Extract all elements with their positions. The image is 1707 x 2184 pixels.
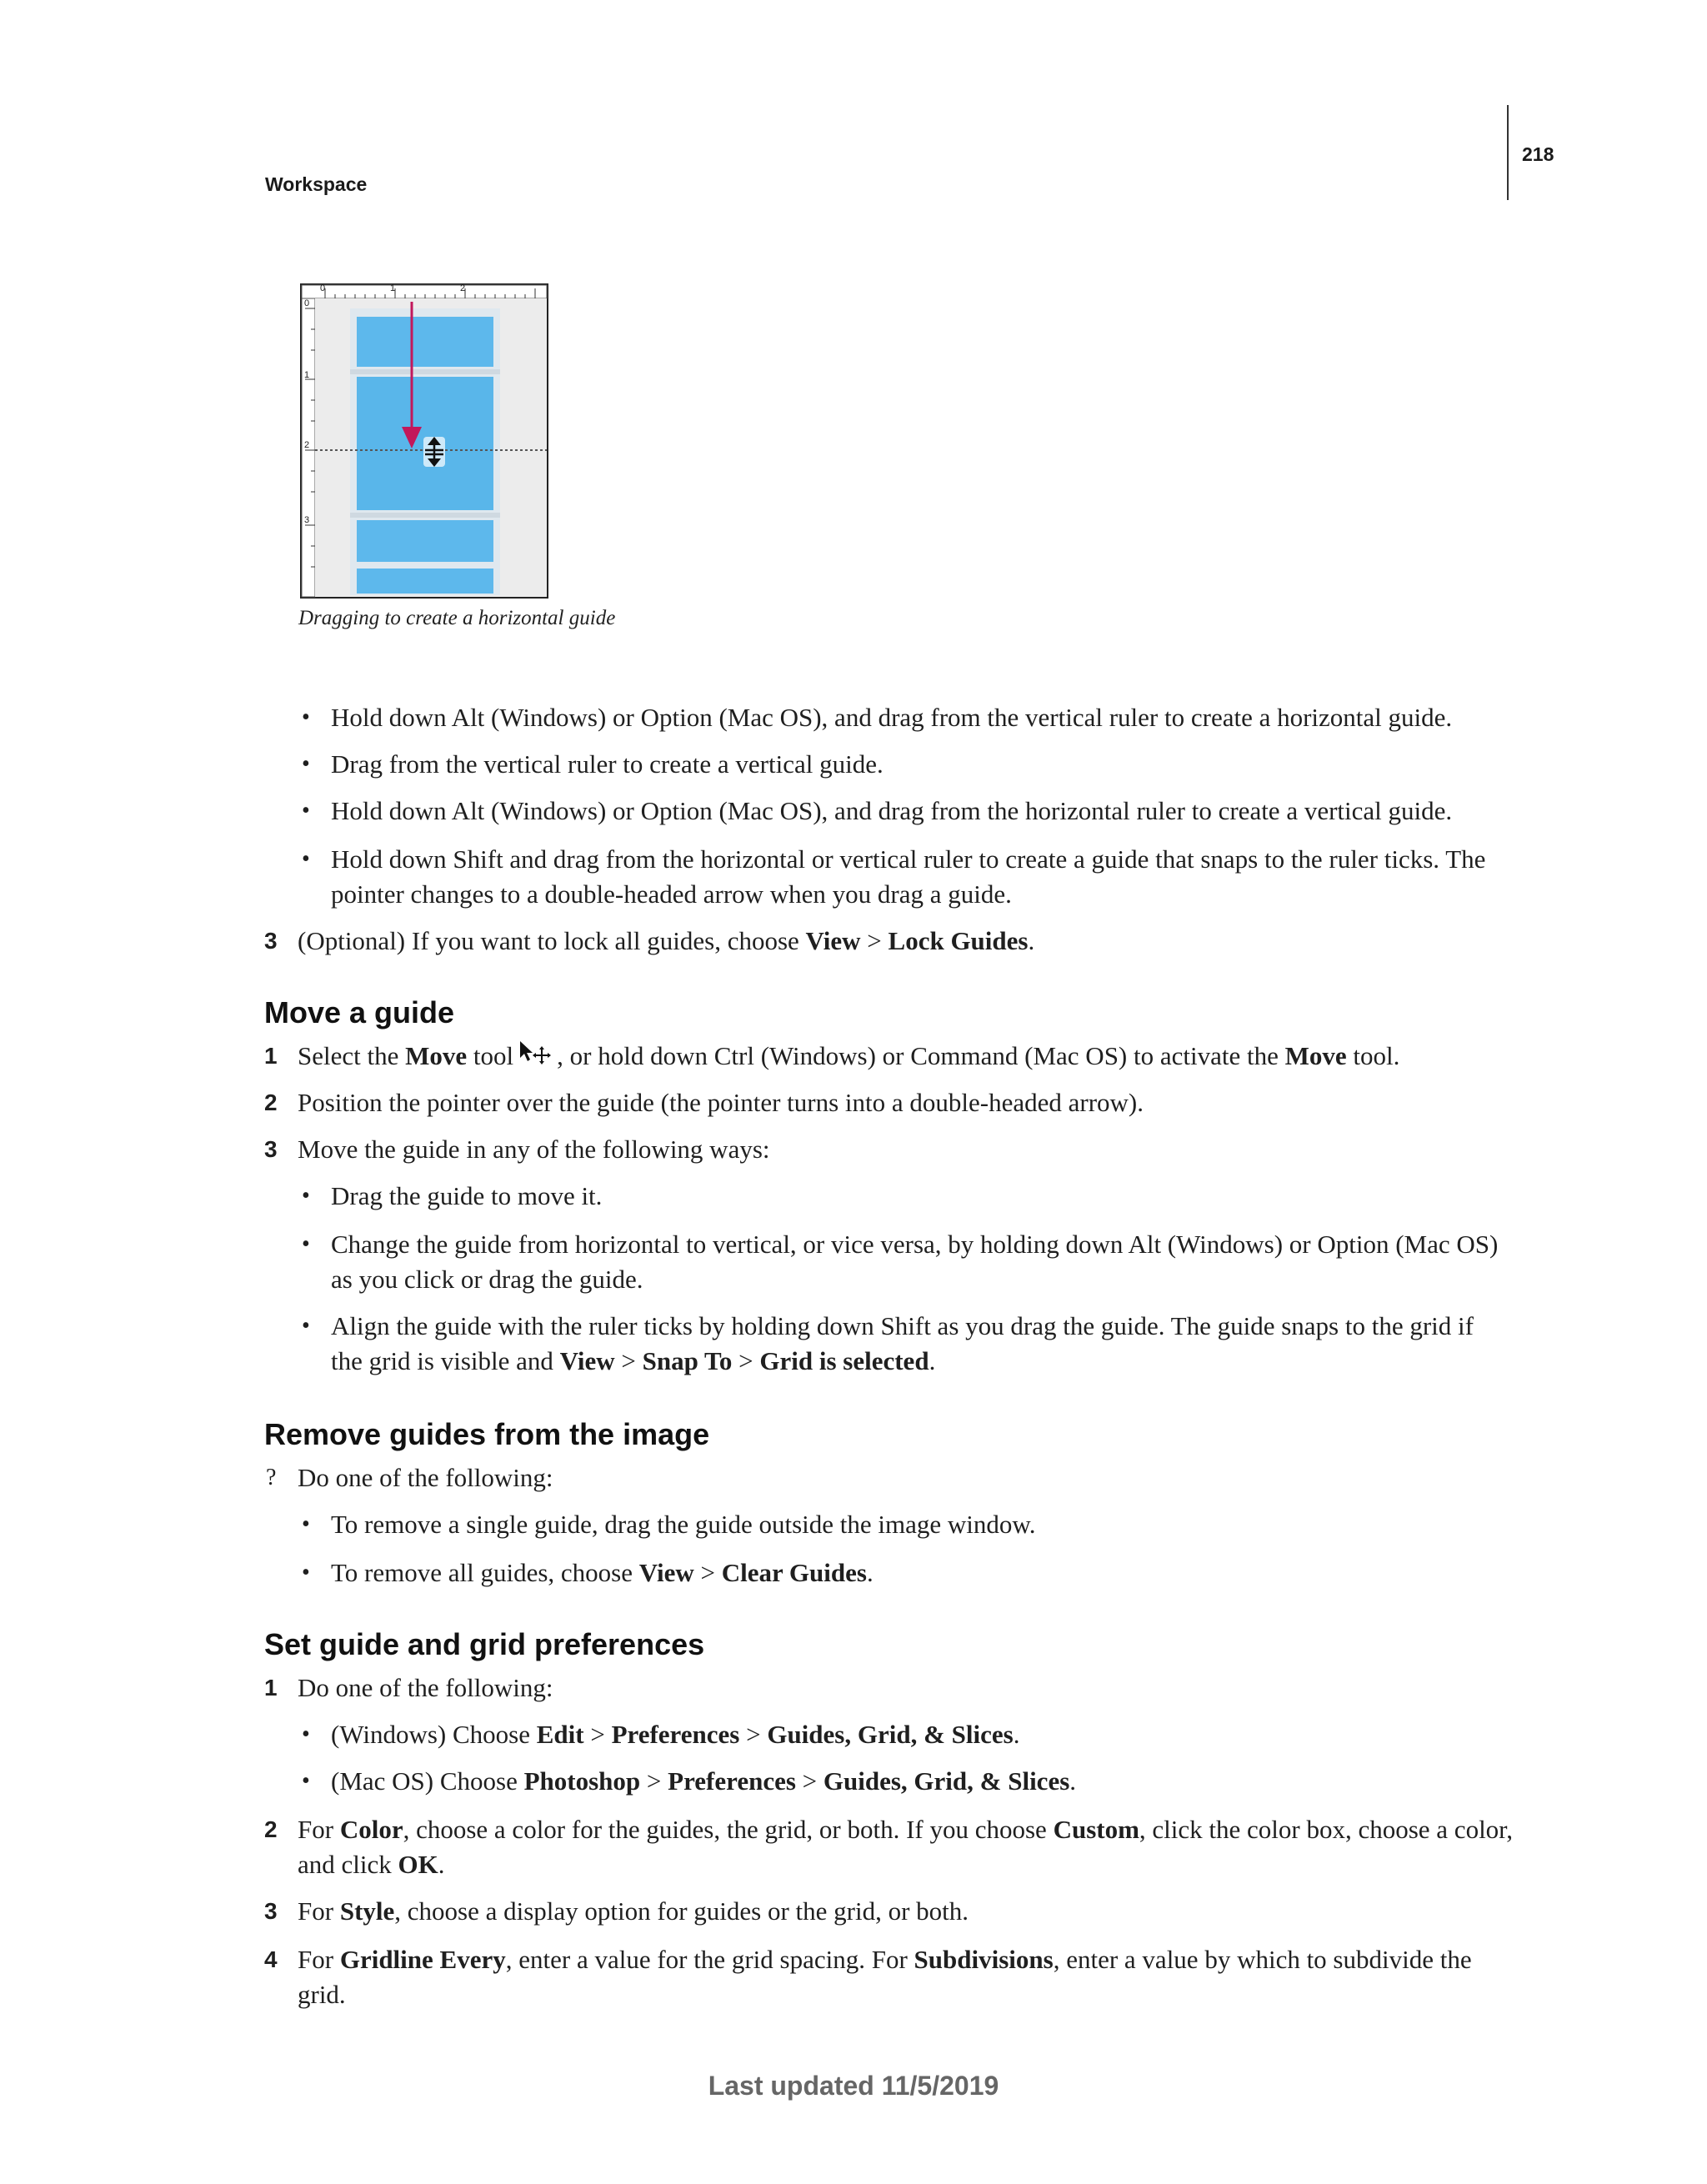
bullet-text: (Mac OS) Choose Photoshop > Preferences > Guides, Grid, & Slices. xyxy=(331,1766,1077,1796)
bullet-text-continued: the grid is visible and View > Snap To > Grid is selected. xyxy=(331,1346,936,1375)
bullet-text-continued: pointer changes to a double-headed arrow when you drag a guide. xyxy=(331,879,1012,909)
guide-figure xyxy=(300,283,550,600)
running-header: Workspace xyxy=(265,173,368,195)
bullet-text: Change the guide from horizontal to vertical, or vice versa, by holding down Alt (Windows) or Option (Mac OS) xyxy=(331,1230,1499,1259)
step-number: 2 xyxy=(264,1816,278,1842)
header-rule xyxy=(1507,105,1509,200)
page-number: 218 xyxy=(1522,143,1554,165)
step-text-continued: grid. xyxy=(298,1980,346,2009)
step-number: 1 xyxy=(264,1043,278,1069)
bullet-marker: • xyxy=(302,1560,310,1585)
bullet-marker: • xyxy=(302,704,310,730)
bullet-text: (Windows) Choose Edit > Preferences > Guides, Grid, & Slices. xyxy=(331,1720,1020,1749)
footer-last-updated: Last updated 11/5/2019 xyxy=(708,2071,999,2101)
bullet-marker: • xyxy=(302,1768,310,1794)
bullet-marker: • xyxy=(302,751,310,777)
move-tool-icon xyxy=(517,1039,553,1069)
step-text: For Style, choose a display option for guides or the grid, or both. xyxy=(298,1896,969,1926)
bullet-marker: • xyxy=(302,798,310,824)
heading-move-guide: Move a guide xyxy=(264,995,455,1029)
step-text: For Gridline Every, enter a value for the grid spacing. For Subdivisions, enter a value by which to subdivide the xyxy=(298,1945,1472,1974)
ruler-label-2: 2 xyxy=(460,283,466,293)
bullet-text: Hold down Shift and drag from the horizontal or vertical ruler to create a guide that snaps to the ruler ticks. The xyxy=(331,844,1486,874)
figure-caption: Dragging to create a horizontal guide xyxy=(298,607,616,629)
bullet-text: Align the guide with the ruler ticks by holding down Shift as you drag the guide. The guide snaps to the grid if xyxy=(331,1311,1474,1340)
bullet-marker: • xyxy=(302,1511,310,1537)
bullet-text: To remove a single guide, drag the guide outside the image window. xyxy=(331,1510,1036,1539)
step-number: 1 xyxy=(264,1675,278,1701)
bullet-text: Hold down Alt (Windows) or Option (Mac OS), and drag from the vertical ruler to create a horizontal guide. xyxy=(331,703,1453,732)
bullet-marker: • xyxy=(302,846,310,872)
bullet-text: Hold down Alt (Windows) or Option (Mac OS), and drag from the horizontal ruler to create a vertical guide. xyxy=(331,796,1453,825)
bullet-marker: • xyxy=(302,1183,310,1209)
side-label-2: 2 xyxy=(304,440,310,450)
step-number: 3 xyxy=(264,928,278,954)
guide-figure-illustration xyxy=(300,283,550,600)
side-label-1: 1 xyxy=(304,370,310,380)
ruler-label-1: 1 xyxy=(390,283,396,293)
step-text: For Color, choose a color for the guides, the grid, or both. If you choose Custom, click the color box, choose a color, xyxy=(298,1815,1514,1844)
heading-remove-guides: Remove guides from the image xyxy=(264,1417,710,1451)
bullet-marker: • xyxy=(302,1313,310,1339)
bullet-text: To remove all guides, choose View > Clear Guides. xyxy=(331,1558,874,1587)
bullet-text: Drag from the vertical ruler to create a vertical guide. xyxy=(331,749,884,779)
step-text-continued: and click OK. xyxy=(298,1850,445,1879)
ruler-label-0: 0 xyxy=(320,283,326,293)
step-number: 2 xyxy=(264,1089,278,1115)
step-number: 3 xyxy=(264,1898,278,1924)
bullet-marker: • xyxy=(302,1231,310,1257)
side-label-3: 3 xyxy=(304,515,310,525)
step-text: Do one of the following: xyxy=(298,1673,553,1702)
bullet-text-continued: as you click or drag the guide. xyxy=(331,1265,643,1294)
step-text: Select the Move tool , or hold down Ctrl (Windows) or Command (Mac OS) to activate the Move tool. xyxy=(298,1041,1400,1070)
step-number: 4 xyxy=(264,1946,278,1972)
step-text: Position the pointer over the guide (the pointer turns into a double-headed arrow). xyxy=(298,1088,1144,1117)
step-text: (Optional) If you want to lock all guides, choose View > Lock Guides. xyxy=(298,926,1035,955)
bullet-marker: • xyxy=(302,1721,310,1747)
side-label-0: 0 xyxy=(304,298,310,308)
bullet-text: Drag the guide to move it. xyxy=(331,1181,603,1210)
step-text: Do one of the following: xyxy=(298,1463,553,1492)
step-number: 3 xyxy=(264,1136,278,1162)
step-text: Move the guide in any of the following ways: xyxy=(298,1135,770,1164)
heading-set-prefs: Set guide and grid preferences xyxy=(264,1627,705,1661)
step-marker: ? xyxy=(266,1465,277,1490)
